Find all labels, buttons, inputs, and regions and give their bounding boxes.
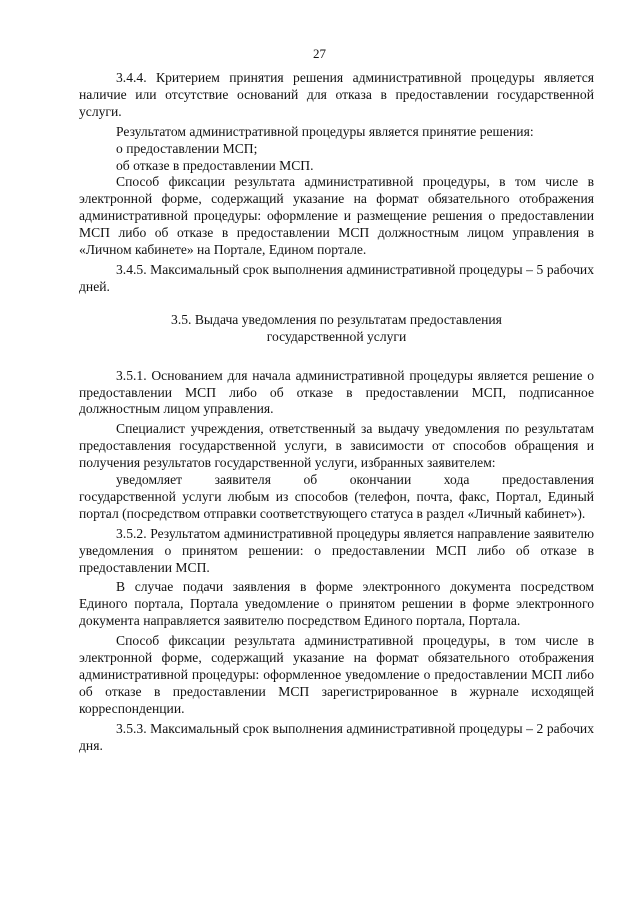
paragraph-3-5-1: 3.5.1. Основанием для начала административной процедуры является решение о предоставлении МСП либо об отказе в предоставлении МСП, подписанное должностным лицом управления.: [79, 367, 594, 417]
paragraph-notify-first-line: [79, 472, 594, 489]
paragraph-specialist: Специалист учреждения, ответственный за выдачу уведомления по результатам предоставления государственной услуги, в зависимости от способов обращения и получения результатов государственной услуги, избранных заявителем:: [79, 421, 594, 471]
word: окончании: [349, 472, 412, 488]
heading-line-1: 3.5. Выдача уведомления по результатам предоставления: [171, 311, 502, 327]
paragraph-3-5-2: 3.5.2. Результатом административной процедуры является направление заявителю уведомления о принятом решении: о предоставлении МСП либо об отказе в предоставлении МСП.: [79, 525, 594, 575]
word: предоставления: [501, 472, 594, 488]
paragraph-3-4-4: 3.4.4. Критерием принятия решения административной процедуры является наличие или отсутствие оснований для отказа в предоставлении государственной услуги.: [79, 70, 594, 119]
paragraph-3-4-5: 3.4.5. Максимальный срок выполнения административной процедуры – 5 рабочих дней.: [79, 261, 594, 294]
word: об: [303, 472, 318, 488]
paragraph-result: Результатом административной процедуры является принятие решения:: [116, 123, 534, 139]
word: уведомляет: [116, 472, 183, 488]
paragraph-option-refuse: об отказе в предоставлении МСП.: [116, 157, 314, 173]
paragraph-fixation-method: Способ фиксации результата административной процедуры, в том числе в электронной форме, содержащий указание на формат обязательного отображения административной процедуры: оформление и размещение решения о предоставлении МСП либо об отказе в предоставлении МСП должностным лицом управления в «Личном кабинете» на Портале, Едином портале.: [79, 174, 594, 258]
document-body: [79, 70, 594, 758]
paragraph-fixation-method-2: Способ фиксации результата административной процедуры, в том числе в электронной форме, содержащий указание на формат обязательного отображения административной процедуры: оформленное уведомление о предоставлении МСП либо об отказе в предоставлении МСП зарегистрированное в журнале исходящей корреспонденции.: [79, 633, 594, 716]
paragraph-electronic-case: В случае подачи заявления в форме электронного документа посредством Единого портала, Портала уведомление о принятом решении в форме электронного документа направляется заявителю посредством Единого портала, Портала.: [79, 579, 594, 629]
word: заявителя: [214, 472, 271, 488]
heading-line-2: государственной услуги: [266, 328, 407, 344]
paragraph-notify-rest: государственной услуги любым из способов (телефон, почта, факс, Портал, Единый портал (посредством отправки соответствующего статуса в раздел «Личный кабинет»).: [79, 488, 594, 521]
word: хода: [443, 472, 470, 488]
section-heading-3-5: [119, 312, 554, 346]
page-number: 27: [313, 46, 326, 61]
paragraph-option-grant: о предоставлении МСП;: [116, 140, 258, 156]
paragraph-3-5-3: 3.5.3. Максимальный срок выполнения административной процедуры – 2 рабочих дня.: [79, 720, 594, 753]
